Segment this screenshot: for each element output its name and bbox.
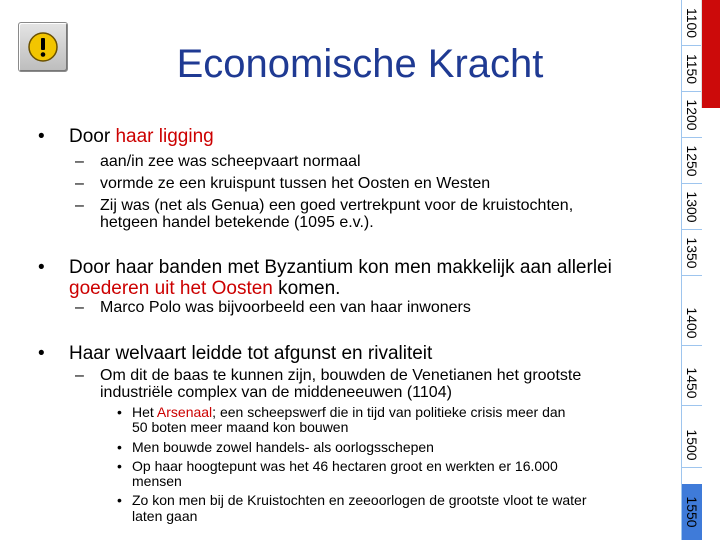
timeline-tick-1550-current[interactable]: 1550	[682, 484, 702, 540]
timeline-tick-1350[interactable]: 1350	[682, 230, 702, 276]
timeline-tick-1450[interactable]: 1450	[682, 360, 702, 406]
timeline-bar	[681, 0, 702, 540]
timeline-tick-1200[interactable]: 1200	[682, 92, 702, 138]
timeline-tick-1150[interactable]: 1150	[682, 46, 702, 92]
highlight-oosten: goederen uit het Oosten	[69, 278, 273, 299]
highlight-arsenaal: Arsenaal	[156, 404, 213, 420]
timeline-tick-1300[interactable]: 1300	[682, 184, 702, 230]
timeline-tick-1400[interactable]: 1400	[682, 300, 702, 346]
page-title: Economische Kracht	[176, 42, 544, 86]
timeline-tick-1250[interactable]: 1250	[682, 138, 702, 184]
timeline-marker	[702, 0, 720, 108]
highlight-ligging: haar ligging	[115, 126, 214, 147]
timeline-tick-1100[interactable]: 1100	[682, 0, 702, 46]
timeline-tick-1500[interactable]: 1500	[682, 422, 702, 468]
